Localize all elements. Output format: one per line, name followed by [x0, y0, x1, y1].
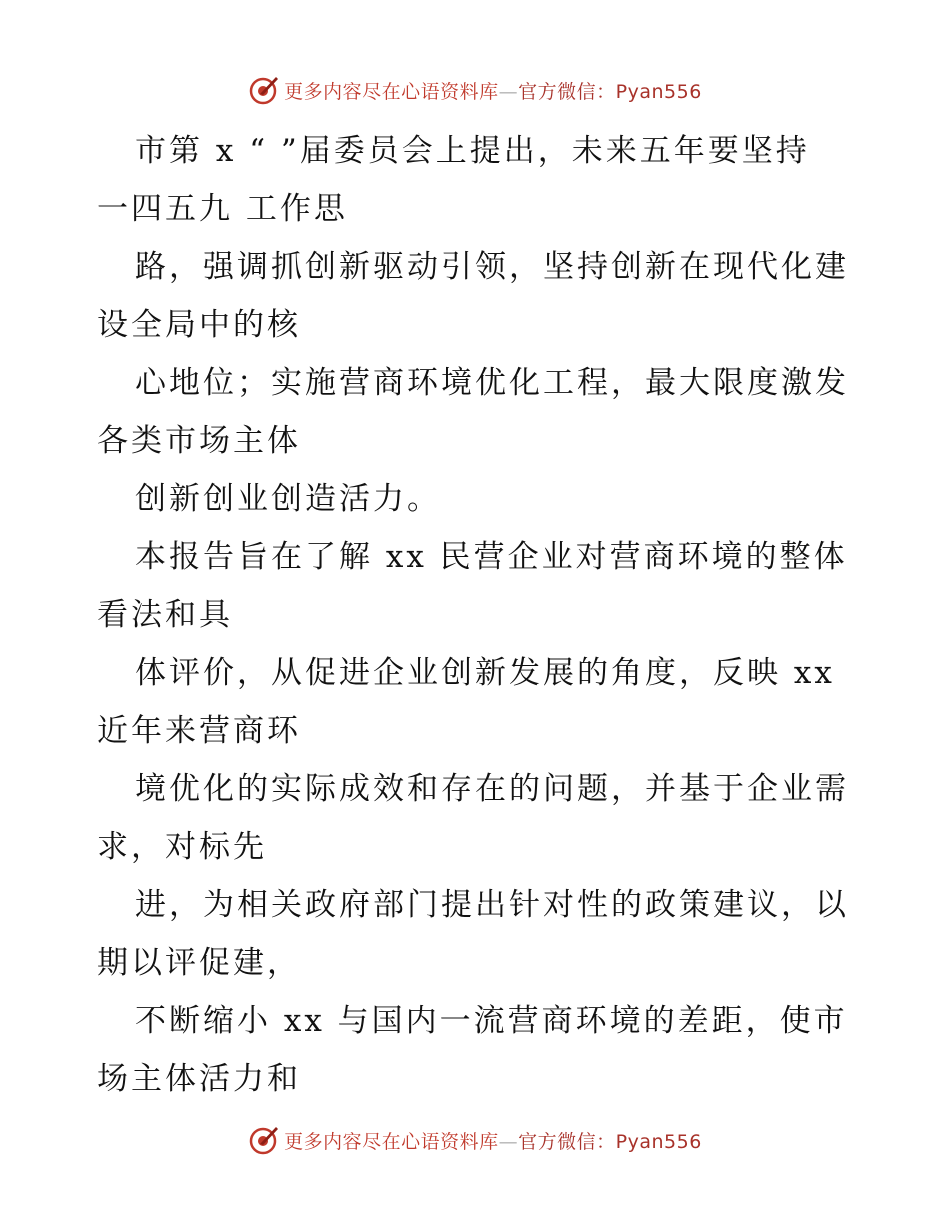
body-line: 场主体活力和 — [97, 1061, 301, 1097]
footer-banner — [0, 1120, 950, 1160]
body-line: 体评价，从促进企业创新发展的角度，反映 xx — [135, 655, 835, 691]
body-line: 创新创业创造活力。 — [135, 481, 441, 517]
body-line: 不断缩小 xx 与国内一流营商环境的差距，使市 — [135, 1003, 848, 1039]
body-line: 市第 x “ ”届委员会上提出，未来五年要坚持 — [135, 133, 810, 169]
footer-banner-text: 更多内容尽在心语资料库—官方微信：Pyan556 — [284, 1130, 702, 1153]
quill-pen-circle-icon — [248, 74, 280, 106]
body-line: 近年来营商环 — [97, 713, 301, 749]
body-line: 设全局中的核 — [97, 307, 301, 343]
body-line: 期以评促建， — [97, 945, 301, 981]
body-line: 求，对标先 — [97, 829, 267, 865]
document-body — [97, 122, 857, 1108]
body-line: 进，为相关政府部门提出针对性的政策建议，以 — [135, 887, 849, 923]
header-banner-text: 更多内容尽在心语资料库—官方微信：Pyan556 — [284, 80, 702, 103]
header-banner — [0, 70, 950, 110]
body-line: 本报告旨在了解 xx 民营企业对营商环境的整体 — [135, 539, 848, 575]
body-line: 一四五九 工作思 — [97, 191, 348, 227]
body-line: 各类市场主体 — [97, 423, 301, 459]
body-line: 看法和具 — [97, 597, 233, 633]
body-line: 心地位；实施营商环境优化工程，最大限度激发 — [135, 365, 849, 401]
body-line: 境优化的实际成效和存在的问题，并基于企业需 — [135, 771, 849, 807]
quill-pen-circle-icon — [248, 1124, 280, 1156]
body-line: 路，强调抓创新驱动引领，坚持创新在现代化建 — [135, 249, 849, 285]
